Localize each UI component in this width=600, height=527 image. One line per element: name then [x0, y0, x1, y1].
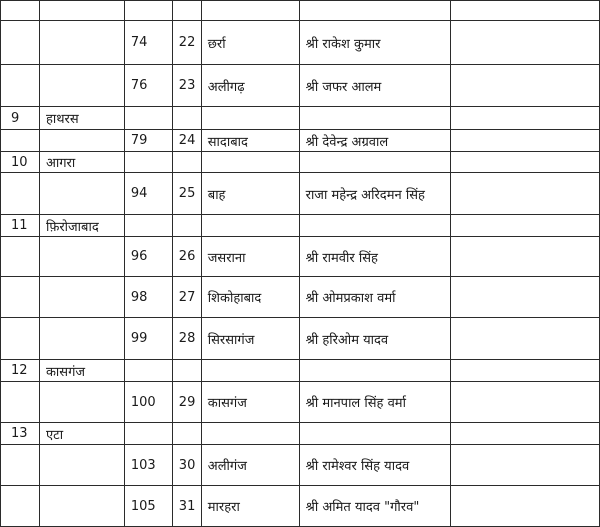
serial-number-cell: [172, 423, 201, 445]
constituency-number-cell: 74: [124, 21, 172, 65]
constituency-number-cell: [124, 107, 172, 130]
district-header-row: [1, 152, 600, 173]
member-name-cell: श्री अमित यादव "गौरव": [299, 486, 450, 527]
serial-number-cell: 26: [172, 237, 201, 277]
district-number-cell: [1, 130, 40, 152]
member-name-cell: [299, 107, 450, 130]
serial-number-cell: 25: [172, 173, 201, 215]
remarks-cell: [450, 445, 599, 486]
member-name-cell: [299, 152, 450, 173]
district-name-cell: [39, 277, 124, 318]
constituency-name-cell: कासगंज: [201, 382, 299, 423]
district-name-cell: [39, 318, 124, 360]
serial-number-cell: 30: [172, 445, 201, 486]
serial-number-cell: 27: [172, 277, 201, 318]
table-row: [1, 237, 600, 277]
member-name-cell: श्री राकेश कुमार: [299, 21, 450, 65]
remarks-cell: [450, 152, 599, 173]
member-name-cell: राजा महेन्द्र अरिदमन सिंह: [299, 173, 450, 215]
district-number-cell: [1, 277, 40, 318]
table-body: [1, 1, 600, 527]
member-name-cell: श्री हरिओम यादव: [299, 318, 450, 360]
remarks-cell: [450, 173, 599, 215]
table-row: [1, 486, 600, 527]
district-name-cell: फ़िरोजाबाद: [39, 215, 124, 237]
constituency-number-cell: 100: [124, 382, 172, 423]
district-header-row: [1, 107, 600, 130]
remarks-cell: [450, 237, 599, 277]
table-row: [1, 65, 600, 107]
remarks-cell: [450, 423, 599, 445]
table-row: [1, 445, 600, 486]
constituency-name-cell: [201, 107, 299, 130]
table-row: [1, 382, 600, 423]
district-number-cell: [1, 318, 40, 360]
constituency-number-cell: [124, 360, 172, 382]
table-row: [1, 277, 600, 318]
constituency-number-cell: 99: [124, 318, 172, 360]
constituency-name-cell: [201, 152, 299, 173]
district-number-cell: 11: [1, 215, 40, 237]
serial-number-cell: [172, 360, 201, 382]
district-number-cell: [1, 445, 40, 486]
district-name-cell: कासगंज: [39, 360, 124, 382]
remarks-cell: [450, 360, 599, 382]
serial-number-cell: 23: [172, 65, 201, 107]
remarks-cell: [450, 215, 599, 237]
remarks-cell: [450, 21, 599, 65]
constituency-name-cell: [201, 360, 299, 382]
constituency-number-cell: [124, 423, 172, 445]
district-number-cell: [1, 382, 40, 423]
member-name-cell: श्री ओमप्रकाश वर्मा: [299, 277, 450, 318]
constituency-number-cell: 96: [124, 237, 172, 277]
constituency-name-cell: मारहरा: [201, 486, 299, 527]
remarks-cell: [450, 65, 599, 107]
district-number-cell: 10: [1, 152, 40, 173]
member-name-cell: श्री रामवीर सिंह: [299, 237, 450, 277]
district-name-cell: [39, 130, 124, 152]
district-name-cell: [39, 445, 124, 486]
constituency-number-cell: 105: [124, 486, 172, 527]
serial-number-cell: 24: [172, 130, 201, 152]
table-row: [1, 130, 600, 152]
district-name-cell: हाथरस: [39, 107, 124, 130]
constituency-number-cell: 76: [124, 65, 172, 107]
district-name-cell: [39, 486, 124, 527]
constituency-number-cell: [124, 152, 172, 173]
constituency-number-cell: 98: [124, 277, 172, 318]
remarks-cell: [450, 318, 599, 360]
table-row: [1, 21, 600, 65]
constituency-number-cell: 94: [124, 173, 172, 215]
district-name-cell: [39, 237, 124, 277]
constituency-number-cell: 103: [124, 445, 172, 486]
district-number-cell: 13: [1, 423, 40, 445]
district-header-row: [1, 423, 600, 445]
constituency-name-cell: सादाबाद: [201, 130, 299, 152]
constituency-name-cell: सिरसागंज: [201, 318, 299, 360]
district-header-row: [1, 215, 600, 237]
constituency-number-cell: [124, 215, 172, 237]
district-number-cell: [1, 486, 40, 527]
serial-number-cell: [172, 107, 201, 130]
remarks-cell: [450, 382, 599, 423]
serial-number-cell: 28: [172, 318, 201, 360]
serial-number-cell: [172, 152, 201, 173]
constituency-number-cell: 79: [124, 130, 172, 152]
constituency-name-cell: जसराना: [201, 237, 299, 277]
constituency-name-cell: अलीगढ़: [201, 65, 299, 107]
district-number-cell: 9: [1, 107, 40, 130]
constituency-name-cell: शिकोहाबाद: [201, 277, 299, 318]
constituency-name-cell: बाह: [201, 173, 299, 215]
district-number-cell: [1, 173, 40, 215]
remarks-cell: [450, 130, 599, 152]
serial-number-cell: 22: [172, 21, 201, 65]
constituency-name-cell: अलीगंज: [201, 445, 299, 486]
member-name-cell: श्री रामेश्वर सिंह यादव: [299, 445, 450, 486]
remarks-cell: [450, 486, 599, 527]
district-name-cell: [39, 65, 124, 107]
serial-number-cell: 31: [172, 486, 201, 527]
district-name-cell: एटा: [39, 423, 124, 445]
remarks-cell: [450, 277, 599, 318]
serial-number-cell: [172, 215, 201, 237]
member-name-cell: श्री मानपाल सिंह वर्मा: [299, 382, 450, 423]
district-name-cell: [39, 382, 124, 423]
table-row: [1, 1, 600, 21]
district-number-cell: [1, 237, 40, 277]
district-number-cell: [1, 65, 40, 107]
member-name-cell: श्री देवेन्द्र अग्रवाल: [299, 130, 450, 152]
member-name-cell: [299, 360, 450, 382]
constituency-name-cell: छर्रा: [201, 21, 299, 65]
district-header-row: [1, 360, 600, 382]
district-name-cell: आगरा: [39, 152, 124, 173]
serial-number-cell: 29: [172, 382, 201, 423]
constituency-name-cell: [201, 423, 299, 445]
district-number-cell: 12: [1, 360, 40, 382]
table-row: [1, 173, 600, 215]
member-name-cell: [299, 215, 450, 237]
district-name-cell: [39, 21, 124, 65]
district-number-cell: [1, 21, 40, 65]
constituency-name-cell: [201, 215, 299, 237]
table-row: [1, 318, 600, 360]
member-name-cell: [299, 423, 450, 445]
remarks-cell: [450, 107, 599, 130]
district-name-cell: [39, 173, 124, 215]
member-name-cell: श्री जफर आलम: [299, 65, 450, 107]
